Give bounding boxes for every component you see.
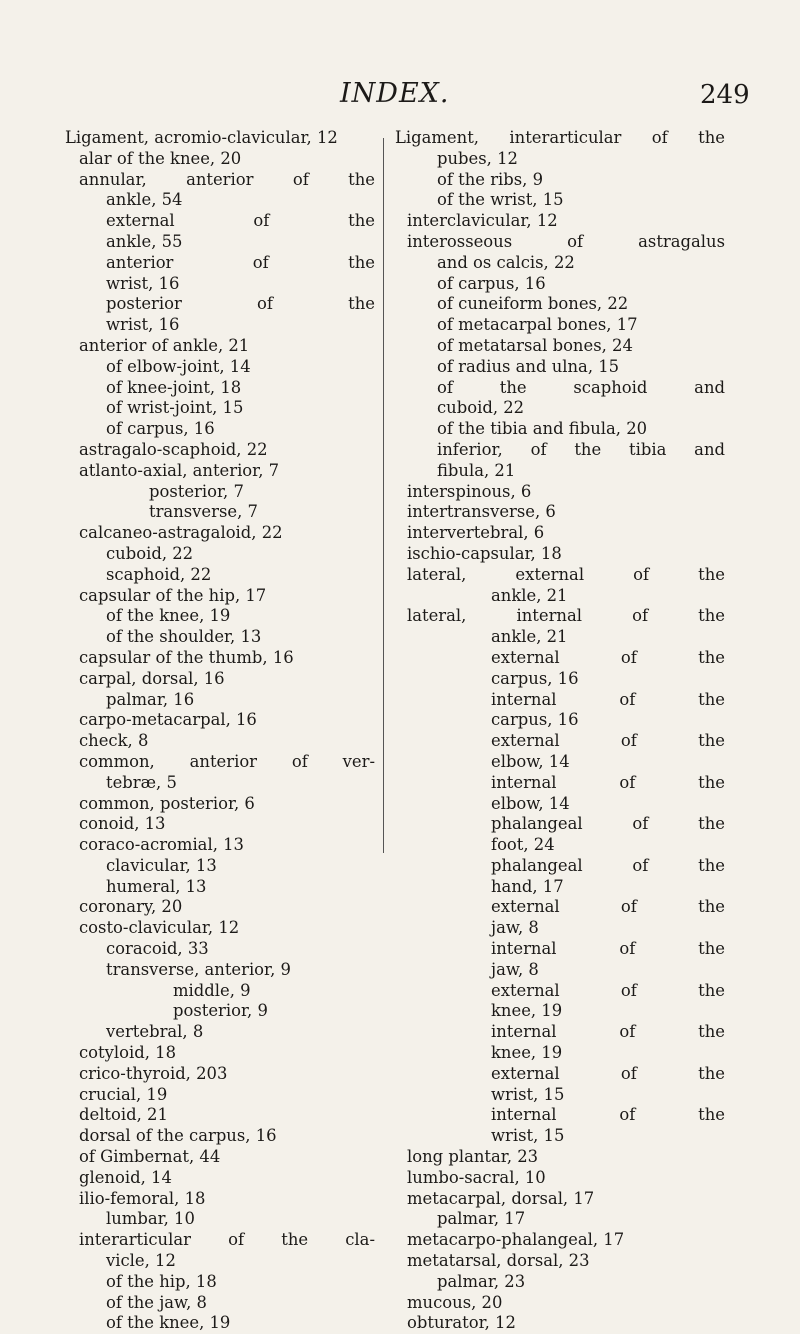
index-entry-line: costo-clavicular, 12: [79, 918, 240, 938]
index-entry-line: cuboid, 22: [106, 543, 194, 563]
index-entry-line: of radius and ulna, 15: [437, 356, 620, 376]
index-entry-line: of the shoulder, 13: [106, 627, 262, 647]
index-entry-line: jaw, 8: [491, 959, 539, 979]
index-entry-line: lateral, internal of the: [407, 606, 725, 626]
index-entry-line: jaw, 8: [491, 918, 539, 938]
index-entry-line: external of the: [491, 897, 725, 917]
index-entry-line: internal of the: [491, 772, 725, 792]
index-entry-line: inferior, of the tibia and: [437, 439, 725, 459]
index-entry-line: internal of the: [491, 1022, 725, 1042]
index-entry-line: coronary, 20: [79, 897, 183, 917]
index-entry-line: dorsal of the carpus, 16: [79, 1126, 277, 1146]
index-entry-line: ankle, 55: [106, 231, 183, 251]
index-entry-line: interspinous, 6: [407, 481, 532, 501]
index-entry-line: palmar, 16: [106, 689, 195, 709]
index-entry-line: ischio-capsular, 18: [407, 543, 562, 563]
index-entry-line: crico-thyroid, 203: [79, 1063, 228, 1083]
index-entry-line: metatarsal, dorsal, 23: [407, 1251, 590, 1271]
index-entry-line: anterior of the: [106, 252, 375, 272]
index-entry-line: coracoid, 33: [106, 939, 209, 959]
index-entry-line: of the wrist, 15: [437, 190, 564, 210]
index-entry-line: deltoid, 21: [79, 1105, 168, 1125]
index-entry-line: fibula, 21: [437, 460, 516, 480]
index-entry-line: of metatarsal bones, 24: [437, 335, 633, 355]
index-entry-line: of cuneiform bones, 22: [437, 294, 629, 314]
index-entry-line: clavicular, 13: [106, 855, 217, 875]
index-entry-line: palmar, 23: [437, 1271, 526, 1291]
index-column-right: [395, 128, 725, 1334]
index-entry-line: ilio-femoral, 18: [79, 1188, 206, 1208]
index-entry-line: palmar, 17: [437, 1209, 526, 1229]
index-entry-line: foot, 24: [491, 835, 555, 855]
index-entry-line: carpus, 16: [491, 710, 579, 730]
index-entry-line: scaphoid, 22: [106, 564, 212, 584]
index-entry-line: external of the: [491, 980, 725, 1000]
index-entry-line: Ligament, acromio-clavicular, 12: [65, 128, 338, 147]
index-entry-line: mucous, 20: [407, 1292, 503, 1312]
index-entry-line: cuboid, 22: [437, 398, 525, 418]
index-entry-line: of carpus, 16: [437, 273, 546, 293]
index-entry-line: interclavicular, 12: [407, 211, 558, 231]
index-entry-line: interosseous of astragalus: [407, 231, 725, 251]
index-entry-line: vicle, 12: [106, 1251, 176, 1271]
index-entry-line: carpal, dorsal, 16: [79, 668, 225, 688]
index-entry-line: metacarpo-phalangeal, 17: [407, 1230, 625, 1250]
index-entry-line: intervertebral, 6: [407, 523, 545, 543]
index-entry-line: carpo-metacarpal, 16: [79, 710, 257, 730]
index-entry-line: alar of the knee, 20: [79, 148, 242, 168]
index-entry-line: anterior of ankle, 21: [79, 335, 250, 355]
index-entry-line: elbow, 14: [491, 751, 570, 771]
index-entry-line: conoid, 13: [79, 814, 166, 834]
index-entry-line: vertebral, 8: [106, 1022, 204, 1042]
index-entry-line: cotyloid, 18: [79, 1043, 177, 1063]
index-entry-line: lateral, external of the: [407, 564, 725, 584]
index-entry-line: of knee-joint, 18: [106, 377, 242, 397]
index-entry-line: wrist, 16: [106, 273, 180, 293]
index-entry-line: wrist, 16: [106, 315, 180, 335]
page-number: 249: [700, 80, 750, 110]
index-entry-line: posterior, 9: [173, 1001, 268, 1021]
index-entry-line: annular, anterior of the: [79, 169, 375, 189]
index-entry-line: of carpus, 16: [106, 419, 215, 439]
index-entry-line: capsular of the hip, 17: [79, 585, 267, 605]
index-entry-line: internal of the: [491, 689, 725, 709]
index-entry-line: astragalo-scaphoid, 22: [79, 439, 268, 459]
index-entry-line: external of the: [491, 647, 725, 667]
index-entry-line: phalangeal of the: [491, 814, 725, 834]
index-entry-line: lumbo-sacral, 10: [407, 1167, 546, 1187]
index-entry-line: of the knee, 19: [106, 606, 231, 626]
index-entry-line: transverse, anterior, 9: [106, 959, 291, 979]
page-header: [0, 78, 800, 118]
index-entry-line: lumbar, 10: [106, 1209, 195, 1229]
index-entry-line: wrist, 15: [491, 1126, 565, 1146]
index-entry-line: transverse, 7: [149, 502, 258, 522]
index-entry-line: common, posterior, 6: [79, 793, 255, 813]
index-entry-line: glenoid, 14: [79, 1167, 172, 1187]
index-entry-line: crucial, 19: [79, 1084, 168, 1104]
column-divider: [383, 138, 384, 853]
index-entry-line: tebræ, 5: [106, 772, 177, 792]
index-entry-line: posterior, 7: [149, 481, 244, 501]
index-entry-line: and os calcis, 22: [437, 252, 575, 272]
index-entry-line: common, anterior of ver-: [79, 751, 375, 771]
index-entry-line: of the knee, 19: [106, 1313, 231, 1333]
index-entry-line: ankle, 21: [491, 627, 568, 647]
index-entry-line: of Gimbernat, 44: [79, 1147, 221, 1167]
index-column-left: [65, 128, 375, 1334]
index-entry-line: atlanto-axial, anterior, 7: [79, 460, 280, 480]
running-title: INDEX.: [340, 78, 450, 109]
index-entry-line: of the jaw, 8: [106, 1292, 207, 1312]
index-entry-line: ankle, 54: [106, 190, 183, 210]
index-entry-line: obturator, 12: [407, 1313, 516, 1333]
index-entry-line: external of the: [491, 1063, 725, 1083]
index-entry-line: elbow, 14: [491, 793, 570, 813]
index-entry-line: knee, 19: [491, 1043, 563, 1063]
index-entry-line: external of the: [491, 731, 725, 751]
index-entry-line: hand, 17: [491, 876, 564, 896]
index-entry-line: intertransverse, 6: [407, 502, 556, 522]
index-entry-line: of the tibia and fibula, 20: [437, 419, 648, 439]
index-entry-line: calcaneo-astragaloid, 22: [79, 523, 283, 543]
index-entry-line: of wrist-joint, 15: [106, 398, 244, 418]
index-entry-line: check, 8: [79, 731, 149, 751]
index-entry-line: ankle, 21: [491, 585, 568, 605]
index-entry-line: internal of the: [491, 1105, 725, 1125]
index-entry-line: of the ribs, 9: [437, 169, 544, 189]
index-entry-line: knee, 19: [491, 1001, 563, 1021]
index-entry-line: coraco-acromial, 13: [79, 835, 244, 855]
index-entry-line: long plantar, 23: [407, 1147, 539, 1167]
index-entry-line: of metacarpal bones, 17: [437, 315, 638, 335]
index-entry-line: humeral, 13: [106, 876, 207, 896]
index-entry-line: phalangeal of the: [491, 855, 725, 875]
index-entry-line: of elbow-joint, 14: [106, 356, 251, 376]
index-entry-line: of the scaphoid and: [437, 377, 725, 397]
index-entry-line: metacarpal, dorsal, 17: [407, 1188, 595, 1208]
index-entry-line: middle, 9: [173, 980, 251, 1000]
index-entry-line: wrist, 15: [491, 1084, 565, 1104]
index-entry-line: capsular of the thumb, 16: [79, 647, 294, 667]
index-entry-line: of the hip, 18: [106, 1271, 217, 1291]
index-entry-line: interarticular of the cla-: [79, 1230, 375, 1250]
index-entry-line: pubes, 12: [437, 148, 518, 168]
index-entry-line: internal of the: [491, 939, 725, 959]
index-entry-line: carpus, 16: [491, 668, 579, 688]
index-entry-line: external of the: [106, 211, 375, 231]
index-entry-line: posterior of the: [106, 294, 375, 314]
index-entry-line: Ligament, interarticular of the: [395, 128, 725, 147]
